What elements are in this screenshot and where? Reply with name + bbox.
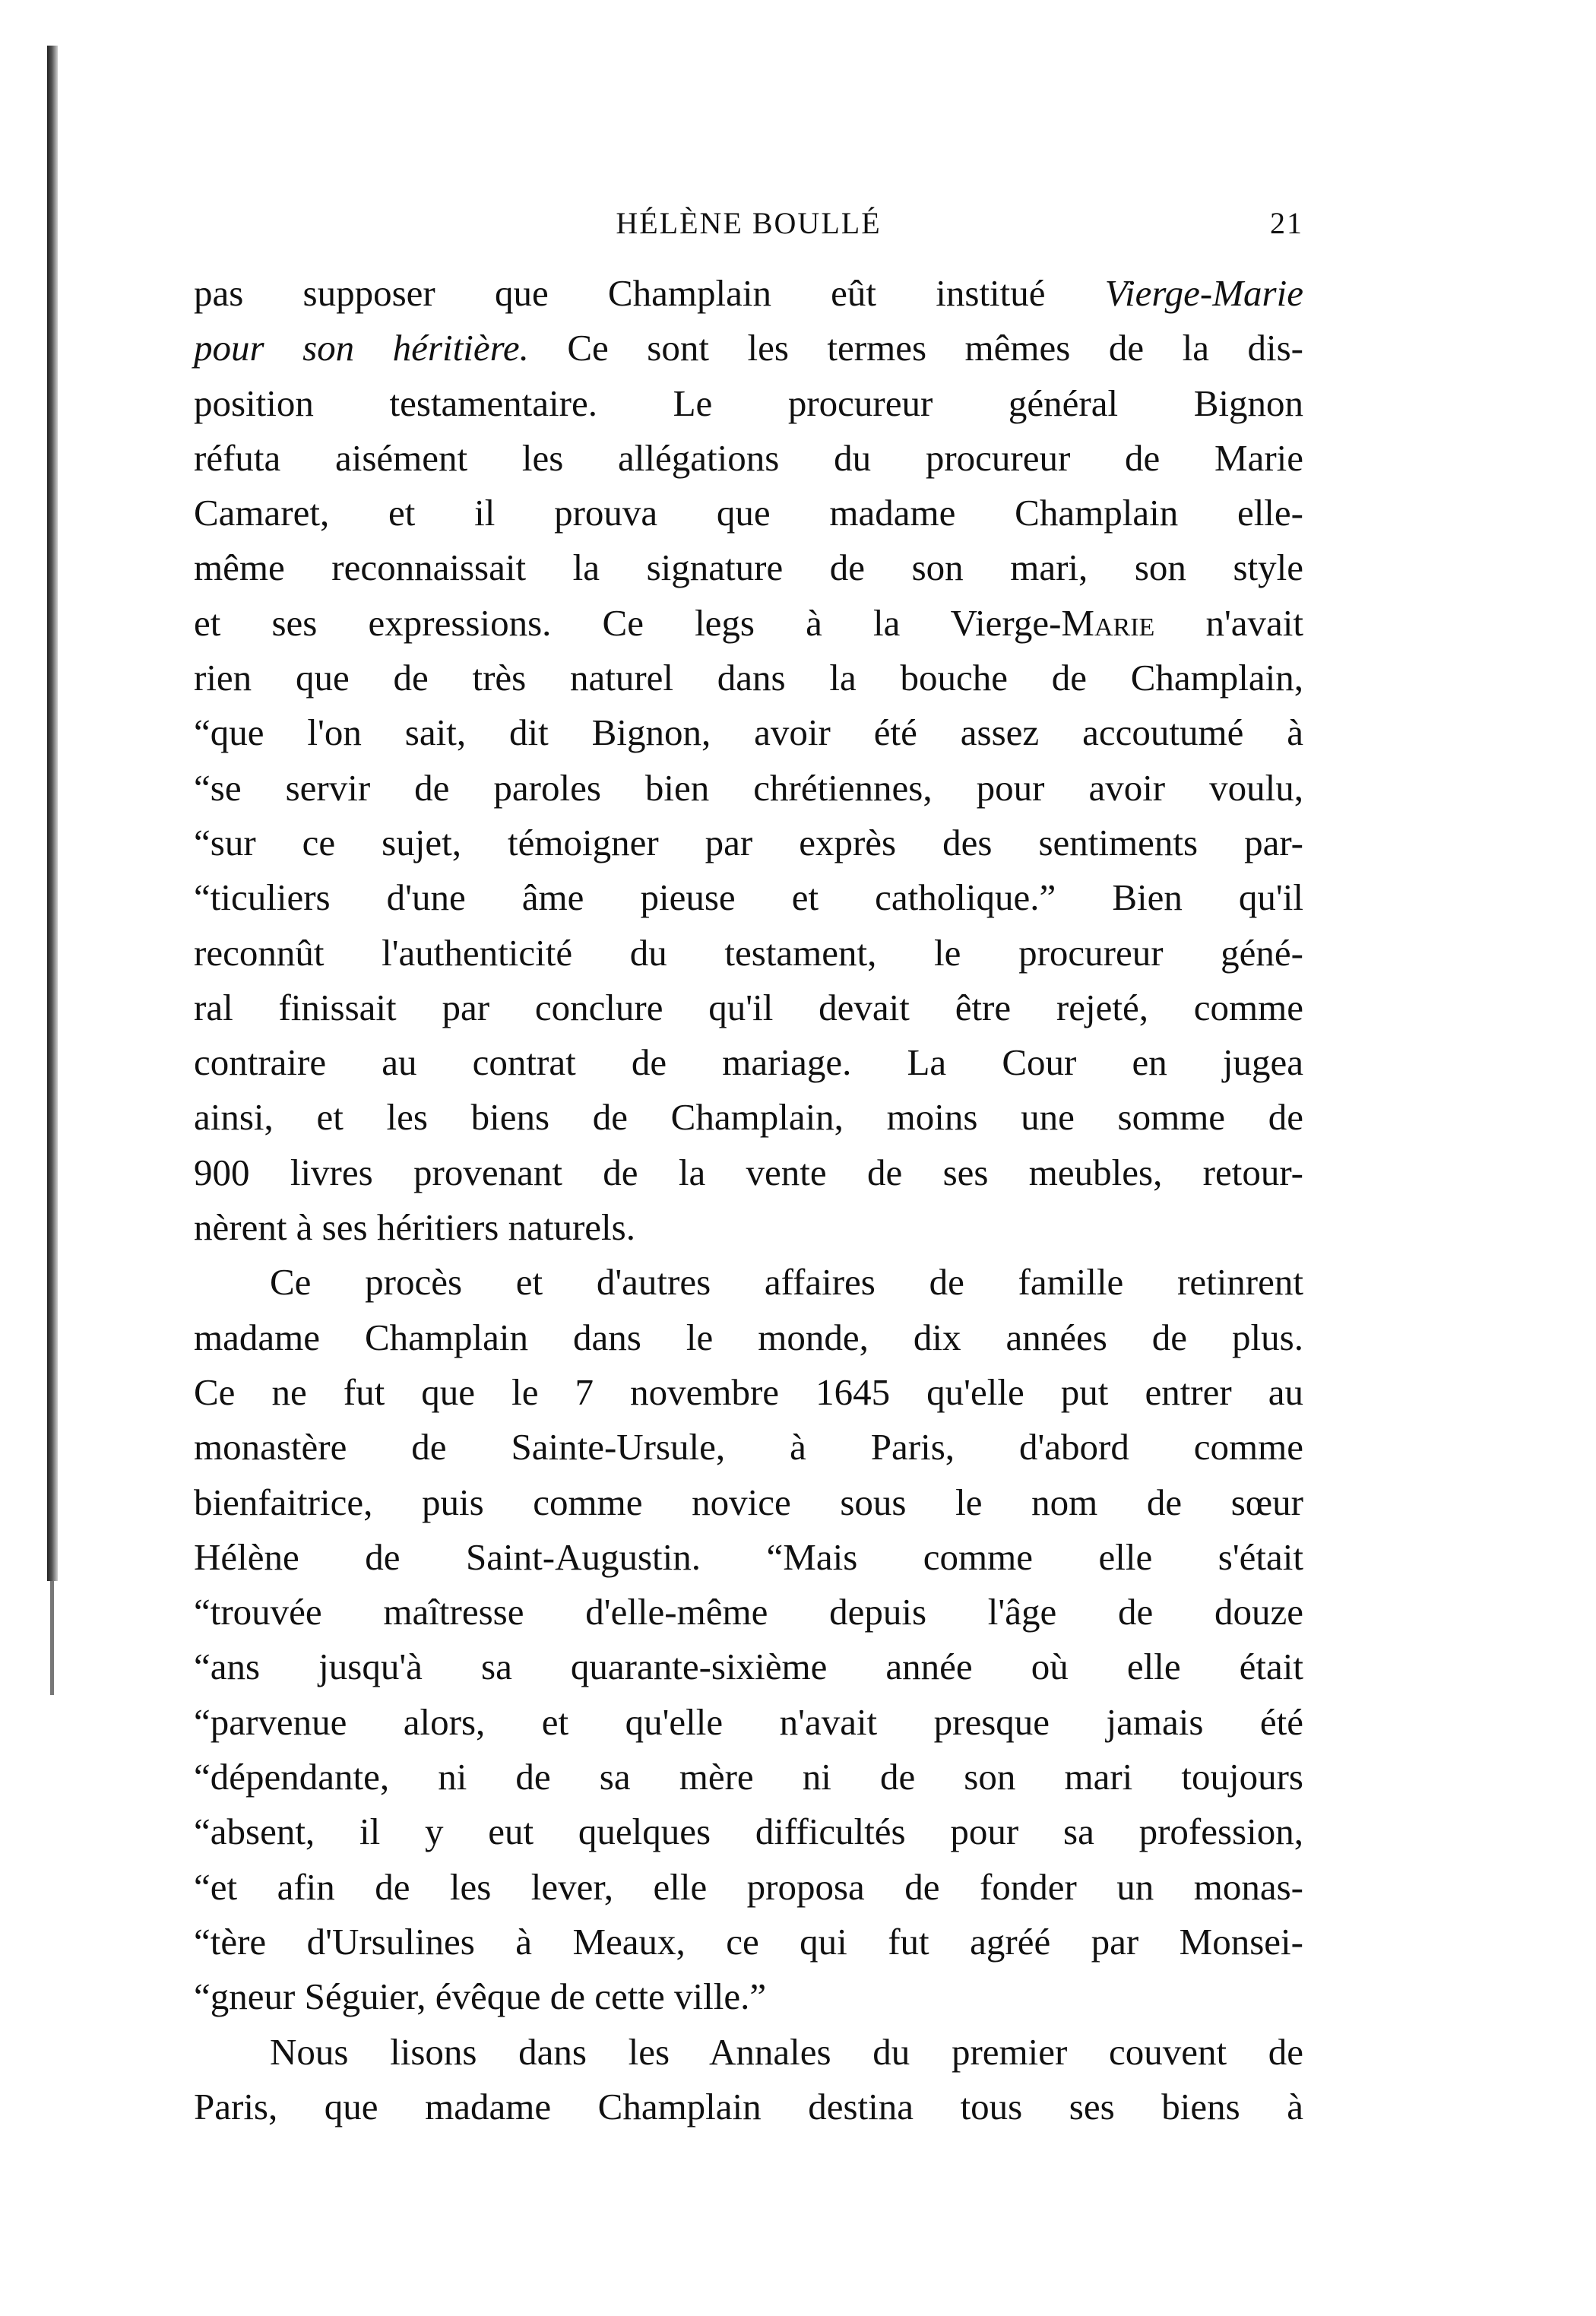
text-line: “tère d'Ursulines à Meaux, ce qui fut agréé par Monsei-: [194, 1920, 1303, 1963]
running-head: [194, 205, 1303, 251]
text-line: monastère de Sainte-Ursule, à Paris, d'abord comme: [194, 1426, 1303, 1468]
text-line: “gneur Séguier, évêque de cette ville.”: [194, 1975, 767, 2018]
text-line: “que l'on sait, dit Bignon, avoir été assez accoutumé à: [194, 711, 1303, 754]
italic-text: Vierge-Marie: [1104, 272, 1303, 314]
text-line: Ce procès et d'autres affaires de famille retinrent: [270, 1261, 1303, 1304]
text-line: position testamentaire. Le procureur général Bignon: [194, 382, 1303, 424]
book-page: [194, 205, 1303, 2134]
text-line: “dépendante, ni de sa mère ni de son mari toujours: [194, 1756, 1303, 1798]
text-line: Hélène de Saint-Augustin. “Mais comme elle s'était: [194, 1535, 1303, 1578]
text-line: “et afin de les lever, elle proposa de fonder un monas-: [194, 1865, 1303, 1908]
text-line: “trouvée maîtresse d'elle-même depuis l'âge de douze: [194, 1591, 1303, 1633]
small-caps-text: Marie: [1061, 601, 1155, 644]
text-line: Camaret, et il prouva que madame Champlain elle-: [194, 492, 1303, 534]
text-line: Nous lisons dans les Annales du premier couvent de: [270, 2030, 1303, 2073]
italic-text: pour son héritière.: [194, 327, 529, 369]
text-line: “se servir de paroles bien chrétiennes, pour avoir voulu,: [194, 766, 1303, 809]
text-line: Ce ne fut que le 7 novembre 1645 qu'elle put entrer au: [194, 1370, 1303, 1413]
body-text: [194, 266, 1303, 2134]
text-line: rien que de très naturel dans la bouche de Champlain,: [194, 657, 1303, 699]
text-line: ainsi, et les biens de Champlain, moins une somme de: [194, 1096, 1303, 1139]
text-line: “sur ce sujet, témoigner par exprès des sentiments par-: [194, 821, 1303, 863]
text-line: madame Champlain dans le monde, dix années de plus.: [194, 1316, 1303, 1358]
page-number: 21: [1270, 206, 1303, 240]
text-line: pour son héritière. Ce sont les termes mêmes de la dis-: [194, 327, 1304, 369]
text-line: “ans jusqu'à sa quarante-sixième année où elle était: [194, 1646, 1303, 1688]
running-title: HÉLÈNE BOULLÉ: [616, 206, 882, 240]
text-line: nèrent à ses héritiers naturels.: [194, 1206, 635, 1249]
text-line: bienfaitrice, puis comme novice sous le nom de sœur: [194, 1481, 1303, 1523]
text-line: reconnût l'authenticité du testament, le procureur géné-: [194, 931, 1303, 974]
text-line: 900 livres provenant de la vente de ses meubles, retour-: [194, 1151, 1303, 1193]
text-line: contraire au contrat de mariage. La Cour en jugea: [194, 1041, 1303, 1084]
text-line: même reconnaissait la signature de son mari, son style: [194, 547, 1303, 589]
text-line: “parvenue alors, et qu'elle n'avait presque jamais été: [194, 1700, 1303, 1743]
text-line: pas supposer que Champlain eût institué Vierge-Marie: [194, 272, 1303, 314]
text-line: réfuta aisément les allégations du procureur de Marie: [194, 436, 1303, 479]
text-line: “ticuliers d'une âme pieuse et catholique.” Bien qu'il: [194, 876, 1303, 919]
text-line: et ses expressions. Ce legs à la Vierge-Marie n'avait: [194, 601, 1303, 644]
text-line: “absent, il y eut quelques difficultés pour sa profession,: [194, 1811, 1303, 1853]
text-line: ral finissait par conclure qu'il devait être rejeté, comme: [194, 986, 1303, 1028]
scan-binding-edge: [47, 46, 58, 1581]
text-line: Paris, que madame Champlain destina tous ses biens à: [194, 2085, 1303, 2127]
scan-binding-edge-tail: [50, 1581, 54, 1695]
